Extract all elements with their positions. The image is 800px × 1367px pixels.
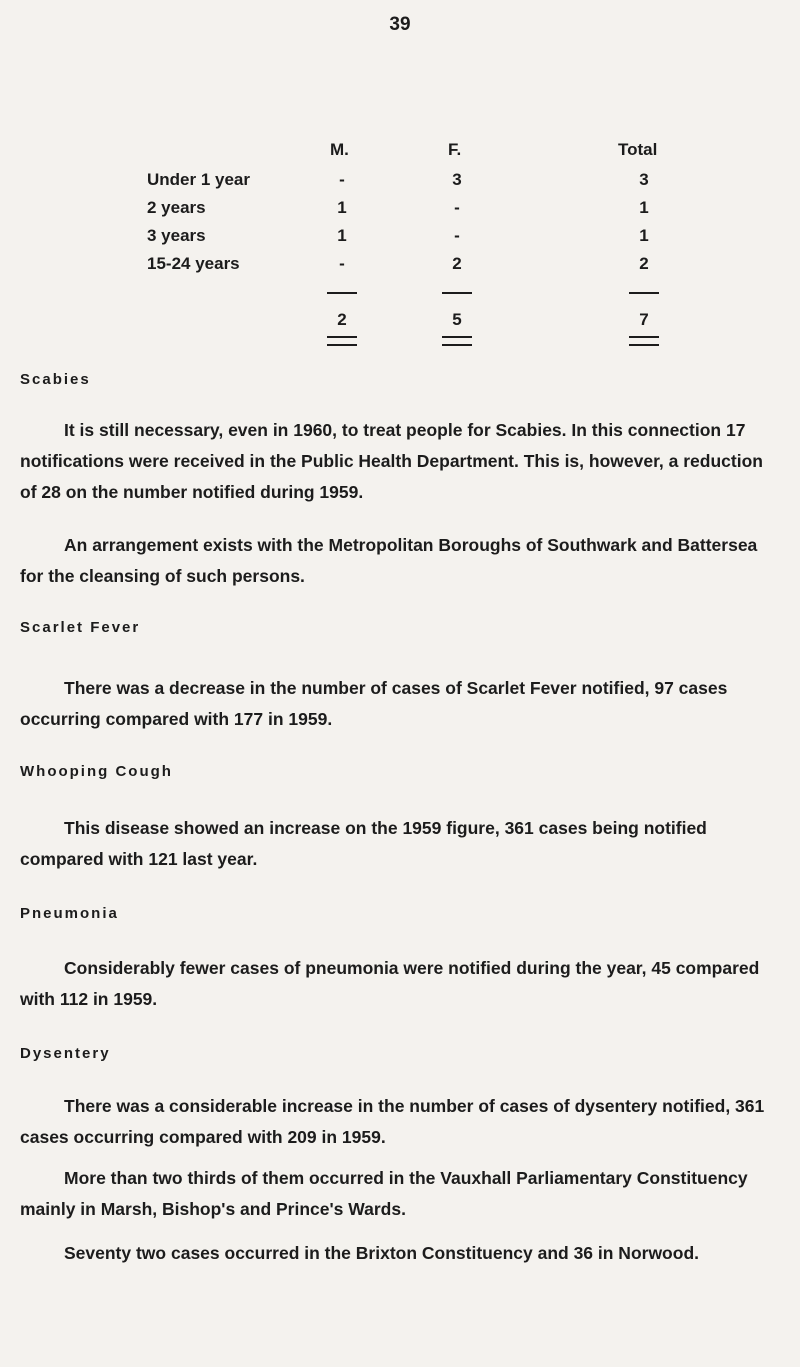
cell-total: 2 bbox=[639, 254, 649, 273]
section-heading-scabies: Scabies bbox=[20, 371, 91, 388]
paragraph: More than two thirds of them occurred in the Vauxhall Parliamentary Constituency mainly in Marsh, Bishop's and Prince's Wards. bbox=[20, 1168, 748, 1219]
section-heading-whooping-cough: Whooping Cough bbox=[20, 763, 173, 780]
subtotal-rule bbox=[442, 292, 472, 294]
cell-total: 1 bbox=[639, 198, 649, 217]
total-double-rule bbox=[327, 336, 357, 346]
cell-m: - bbox=[339, 170, 345, 189]
total-double-rule bbox=[442, 336, 472, 346]
total-double-rule bbox=[629, 336, 659, 346]
total-m: 2 bbox=[337, 310, 347, 329]
cell-m: 1 bbox=[337, 198, 347, 217]
cell-f: 3 bbox=[452, 170, 462, 189]
cell-total: 3 bbox=[639, 170, 649, 189]
paragraph: Considerably fewer cases of pneumonia were notified during the year, 45 compared with 112 in 1959. bbox=[20, 958, 760, 1009]
paragraph: This disease showed an increase on the 1959 figure, 361 cases being notified compared with 121 last year. bbox=[20, 818, 707, 869]
paragraph: There was a decrease in the number of cases of Scarlet Fever notified, 97 cases occurring compared with 177 in 1959. bbox=[20, 678, 728, 729]
cell-f: - bbox=[454, 226, 460, 245]
total-total: 7 bbox=[639, 310, 649, 329]
page-number: 39 bbox=[389, 14, 411, 35]
paragraph: There was a considerable increase in the number of cases of dysentery notified, 361 cases occurring compared with 209 in 1959. bbox=[20, 1096, 765, 1147]
paragraph: An arrangement exists with the Metropolitan Boroughs of Southwark and Battersea for the cleansing of such persons. bbox=[20, 535, 758, 586]
subtotal-rule bbox=[629, 292, 659, 294]
cell-f: 2 bbox=[452, 254, 462, 273]
paragraph: It is still necessary, even in 1960, to treat people for Scabies. In this connection 17 notifications were received in the Public Health Department. This is, however, a reduction of 28 on the number notified during 1959. bbox=[20, 420, 763, 502]
column-header-m: M. bbox=[330, 140, 349, 159]
cell-total: 1 bbox=[639, 226, 649, 245]
section-heading-scarlet-fever: Scarlet Fever bbox=[20, 619, 141, 636]
column-header-f: F. bbox=[448, 140, 462, 159]
cell-m: - bbox=[339, 254, 345, 273]
row-label: 2 years bbox=[147, 198, 206, 217]
total-f: 5 bbox=[452, 310, 462, 329]
row-label: Under 1 year bbox=[147, 170, 250, 189]
column-header-total: Total bbox=[618, 140, 658, 159]
section-heading-dysentery: Dysentery bbox=[20, 1045, 111, 1062]
section-heading-pneumonia: Pneumonia bbox=[20, 905, 119, 922]
paragraph: Seventy two cases occurred in the Brixton Constituency and 36 in Norwood. bbox=[64, 1243, 699, 1263]
subtotal-rule bbox=[327, 292, 357, 294]
row-label: 15-24 years bbox=[147, 254, 240, 273]
cell-f: - bbox=[454, 198, 460, 217]
row-label: 3 years bbox=[147, 226, 206, 245]
cell-m: 1 bbox=[337, 226, 347, 245]
